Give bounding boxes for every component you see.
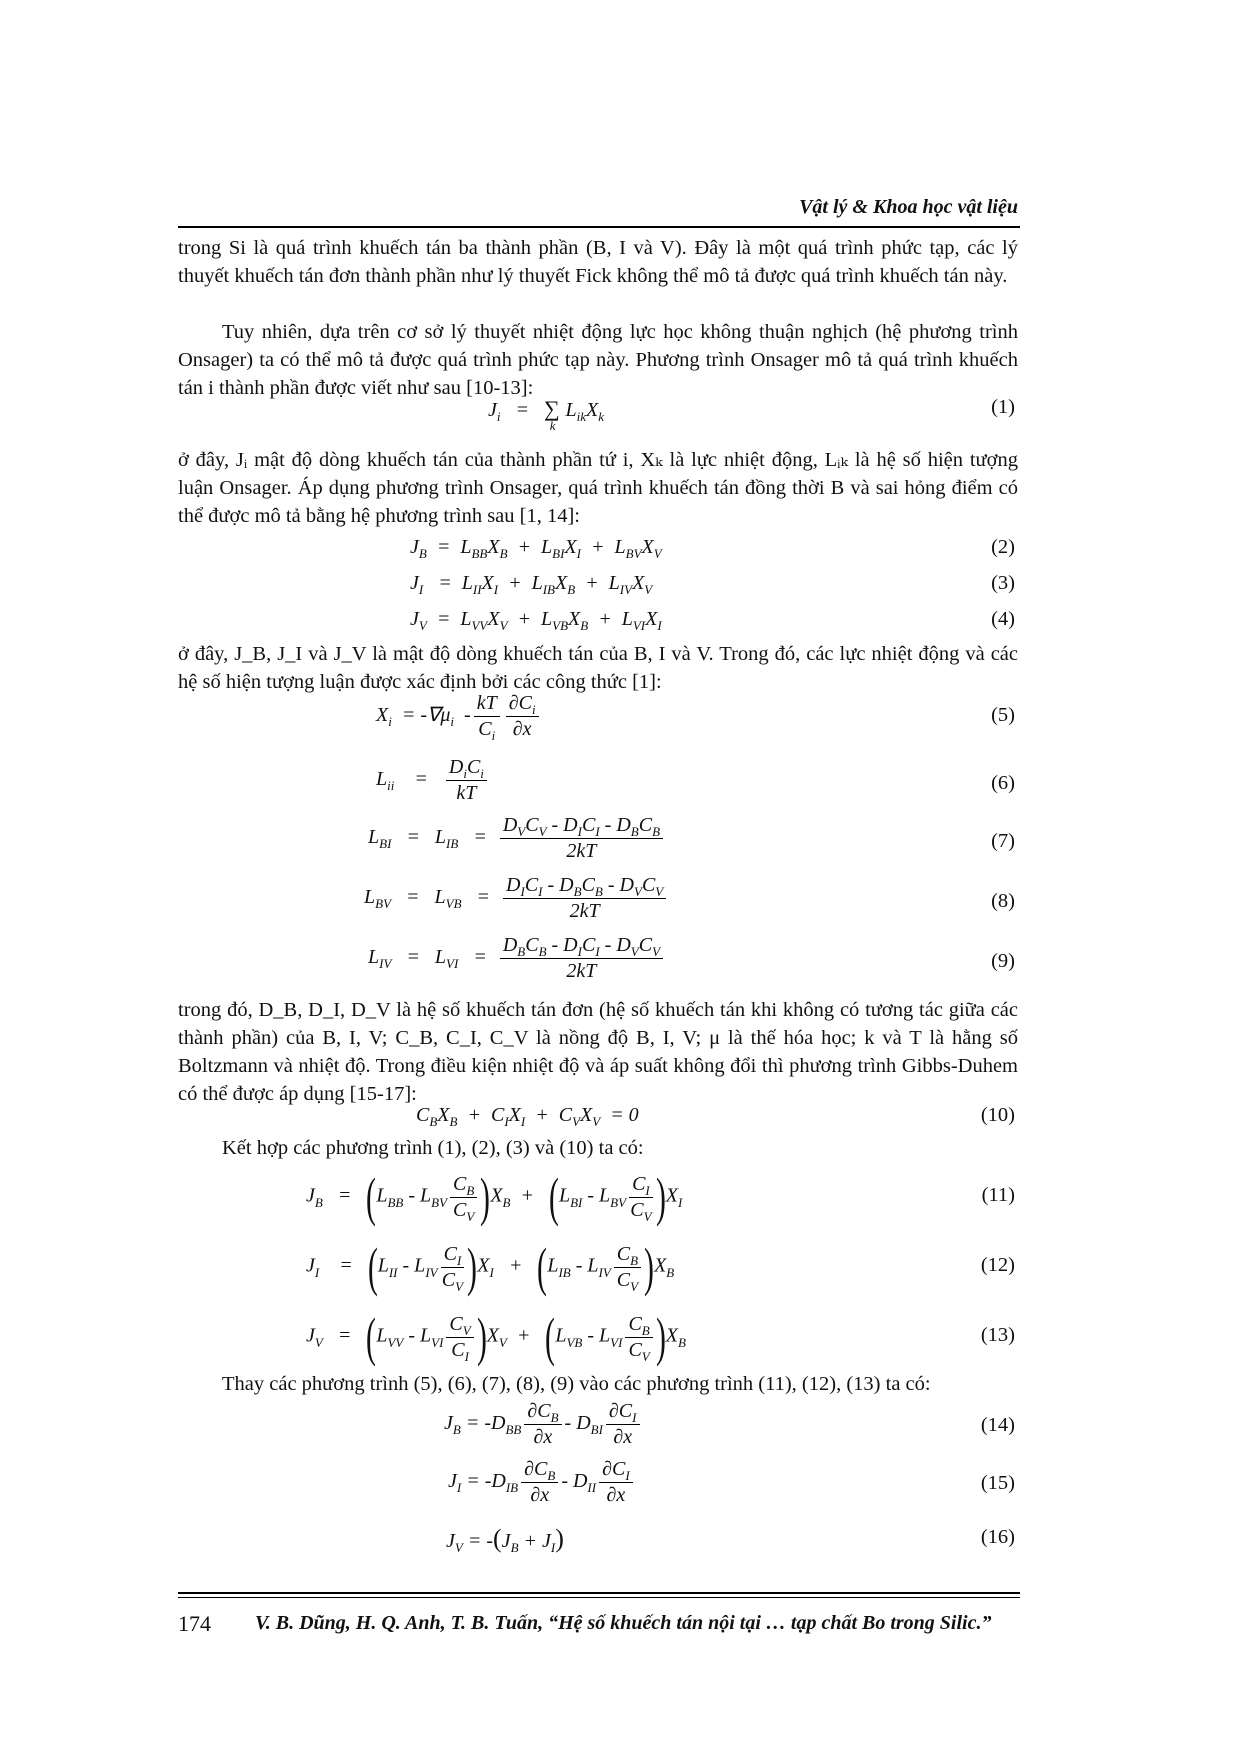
equation-number: (10) xyxy=(980,1104,1015,1126)
equation-number: (9) xyxy=(991,950,1015,972)
equation-number: (16) xyxy=(980,1526,1015,1548)
header-rule xyxy=(178,226,1020,228)
page-number: 174 xyxy=(178,1611,211,1636)
equation-number: (13) xyxy=(980,1324,1015,1346)
equation-number: (4) xyxy=(991,608,1015,630)
equation-number: (11) xyxy=(981,1184,1015,1206)
equation-number: (1) xyxy=(991,396,1015,418)
equation-number: (12) xyxy=(980,1254,1015,1276)
equation-number: (2) xyxy=(991,536,1015,558)
equation-number: (7) xyxy=(991,830,1015,852)
paragraph-2: Tuy nhiên, dựa trên cơ sở lý thuyết nhiệt động lực học không thuận nghịch (hệ phương trình Onsager) ta có thể mô tả được quá trình phức tạp này. Phương trình Onsager mô tả quá trình khuếch tán i thành phần được viết như sau [10-13]: xyxy=(178,321,1018,399)
paragraph-1: trong Si là quá trình khuếch tán ba thành phần (B, I và V). Đây là một quá trình phức tạp, các lý thuyết khuếch tán đơn thành phần như lý thuyết Fick không thể mô tả được quá trình khuếch tán này. xyxy=(178,237,1018,287)
equation-number: (3) xyxy=(991,572,1015,594)
equation-number: (6) xyxy=(991,772,1015,794)
paragraph-7: Thay các phương trình (5), (6), (7), (8), (9) vào các phương trình (11), (12), (13) ta có: xyxy=(222,1373,931,1395)
footer-rule xyxy=(178,1597,1020,1598)
paper-page: Vật lý & Khoa học vật liệu trong Si là quá trình khuếch tán ba thành phần (B, I và V). Đây là một quá trình phức tạp, các lý thuyết khuếch tán đơn thành phần như lý thuyết Fick không thể mô tả được quá trình khuếch tán này. Tuy nhiên, dựa trên cơ sở lý thuyết nhiệt động lực học không thuận nghịch (hệ phương trình Onsager) ta có thể mô tả được quá trình phức tạp này. Phương trình Onsager mô tả quá trình khuếch tán i thành phần được viết như sau [10-13]: $J_i = \sum_kL_{ik}X_k$ (1) ở đây, Jᵢ mật độ dòng khuếch tán của thành phần tứ i, Xₖ là lực nhiệt động, Lᵢₖ là hệ số hiện tượng luận Onsager. Áp dụng phương trình Onsager, quá trình khuếch tán đồng thời B và sai hỏng điểm có thể được mô tả bằng hệ phương trình sau [1, 14]: $J_B = L_{BB}X_B + L_{BI}X_I + L_{BV}X_V$ (2) $J_I = L_{II}X_I + L_{IB}X_B + L_{IV}X_V$ (3) $J_V = L_{VV}X_V + L_{VB}X_B + L_{VI}X_I$ (4) ở đây, J_B, J_I và J_V là mật độ dòng khuếch tán của B, I và V. Trong đó, các lực nhiệt động và các hệ số hiện tượng luận được xác định bởi các công thức [1]: $X_i = -\nabla\mu_i$ - $\frac{kT}{C_i}$ $\frac{\partial C_i}{\partial x}$ (5) $L_{ii}$ = $\frac{D_iC_i}{kT}$ (6) $L_{BI} = L_{IB}$ = $\frac{D_VC_V - D_IC_I - D_BC_B}{2kT}$ (7) $L_{BV} = L_{VB}$ = $\frac{D_IC_I - D_BC_B - D_VC_V}{2kT}$ (8) $L_{IV} = L_{VI}$ = $\frac{D_BC_B - D_IC_I - D_VC_V}{2kT}$ (9) trong đó, D_B, D_I, D_V là hệ số khuếch tán đơn (hệ số khuếch tán khi không có tương tác giữa các thành phần) của B, I, V; C_B, C_I, C_V là nồng độ B, I, V; μ là thế hóa học; k và T là hằng số Boltzmann và nhiệt độ. Trong điều kiện nhiệt độ và áp suất không đổi thì phương trình Gibbs-Duhem có thể được áp dụng [15-17]: $C_BX_B + C_IX_I + C_VX_V = 0$ (10) Kết hợp các phương trình (1), (2), (3) và (10) ta có: $J_B = (L_{BB} - L_{BV}$ $\frac{C_B}{C_V}$ )$X_B + (L_{BI} - L_{BV}$ $\frac{C_I}{C_V}$ )$X_I$ (11) $J_I$ = ($L_{II} - L_{IV}$ $\frac{C_I}{C_V}$ )$X_I + (L_{IB} - L_{IV}$ $\frac{C_B}{C_V}$ )$X_B$ (12) $J_V = (L_{VV} - L_{VI}$ $\frac{C_V}{C_I}$ )$X_V + (L_{VB} - L_{VI}$ $\frac{C_B}{C_V}$ )$X_B$ (13) Thay các phương trình (5), (6), (7), (8), (9) vào các phương trình (11), (12), (13) ta có: $J_B = -D_{BB}$ $\frac{\partial C_B}{\partial x}$ - $D_{BI}$ $\frac{\partial C_I}{\partial x}$ (14) $J_I = -D_{IB}$ $\frac{\partial C_B}{\partial x}$ - $D_{II}$ $\frac{\partial C_I}{\partial x}$ (15) $J_V = -(J_B + J_I)$ (16) 174 V. B. Dũng, H. Q. Anh, T. B. Tuấn, “Hệ số khuếch tán nội tại … tạp chất Bo trong Silic.” xyxy=(178,196,1018,1636)
section-title: Vật lý & Khoa học vật liệu xyxy=(799,196,1018,218)
footer-rule xyxy=(178,1592,1020,1594)
footer-citation: V. B. Dũng, H. Q. Anh, T. B. Tuấn, “Hệ số khuếch tán nội tại … tạp chất Bo trong Silic.” xyxy=(255,1612,992,1634)
equation-number: (8) xyxy=(991,890,1015,912)
paragraph-5: trong đó, D_B, D_I, D_V là hệ số khuếch tán đơn (hệ số khuếch tán khi không có tương tác giữa các thành phần) của B, I, V; C_B, C_I, C_V là nồng độ B, I, V; μ là thế hóa học; k và T là hằng số Boltzmann và nhiệt độ. Trong điều kiện nhiệt độ và áp suất không đổi thì phương trình Gibbs-Duhem có thể được áp dụng [15-17]: xyxy=(178,999,1018,1105)
equation-number: (5) xyxy=(991,704,1015,726)
paragraph-4: ở đây, J_B, J_I và J_V là mật độ dòng khuếch tán của B, I và V. Trong đó, các lực nhiệt động và các hệ số hiện tượng luận được xác định bởi các công thức [1]: xyxy=(178,643,1018,693)
paragraph-3: ở đây, Jᵢ mật độ dòng khuếch tán của thành phần tứ i, Xₖ là lực nhiệt động, Lᵢₖ là hệ số hiện tượng luận Onsager. Áp dụng phương trình Onsager, quá trình khuếch tán đồng thời B và sai hỏng điểm có thể được mô tả bằng hệ phương trình sau [1, 14]: xyxy=(178,449,1018,527)
paragraph-6: Kết hợp các phương trình (1), (2), (3) và (10) ta có: xyxy=(222,1137,644,1159)
equation-number: (15) xyxy=(980,1472,1015,1494)
equation-number: (14) xyxy=(980,1414,1015,1436)
